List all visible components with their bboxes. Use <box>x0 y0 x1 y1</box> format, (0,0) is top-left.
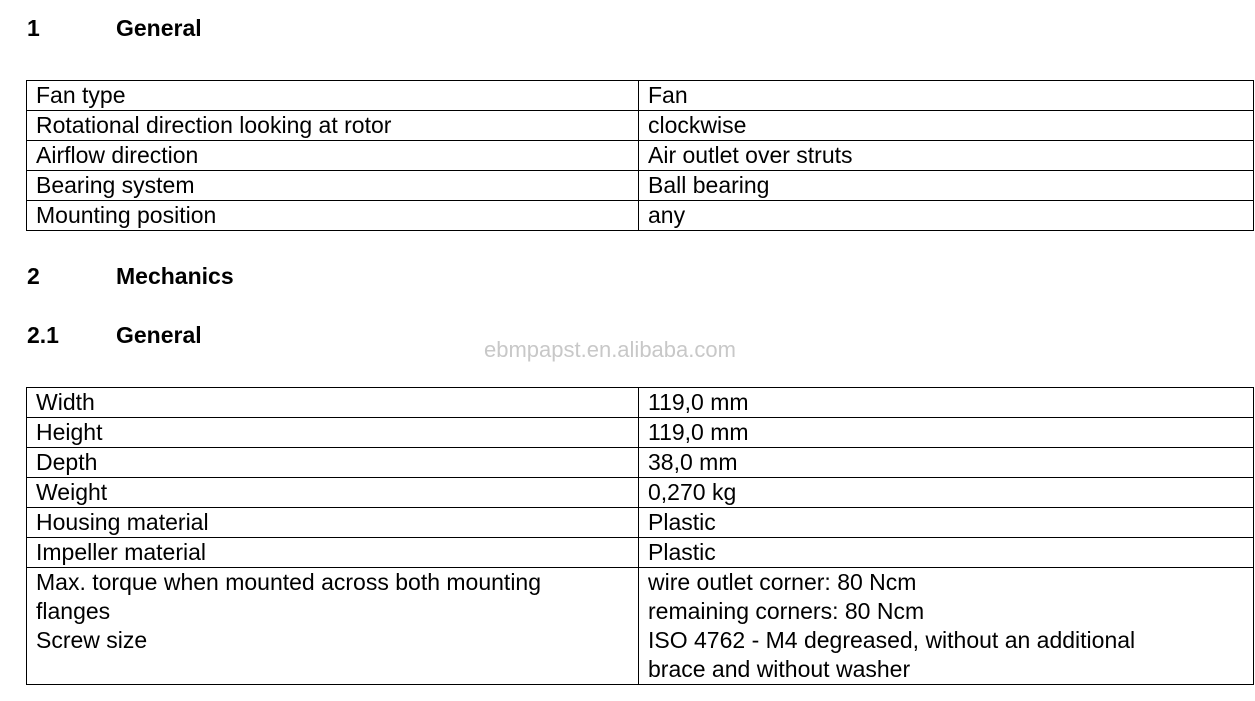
mechanics-spec-table <box>26 387 1254 685</box>
table-row <box>27 418 1254 448</box>
spec-value: Air outlet over struts <box>639 141 1254 171</box>
spec-label-line: Screw size <box>36 627 148 653</box>
spec-value: clockwise <box>639 111 1254 141</box>
spec-label: Airflow direction <box>27 141 639 171</box>
section-heading-mechanics-general <box>27 321 202 349</box>
section-number: 2 <box>27 263 40 289</box>
spec-value: 119,0 mm <box>639 418 1254 448</box>
spec-label: Weight <box>27 478 639 508</box>
table-row <box>27 508 1254 538</box>
table-row <box>27 448 1254 478</box>
spec-value-line: ISO 4762 - M4 degreased, without an additional <box>648 627 1136 653</box>
table-row <box>27 478 1254 508</box>
section-title: Mechanics <box>116 263 234 289</box>
table-row <box>27 171 1254 201</box>
spec-value-line: brace and without washer <box>648 656 911 682</box>
spec-label: Fan type <box>27 81 639 111</box>
spec-label: Height <box>27 418 639 448</box>
table-row <box>27 201 1254 231</box>
watermark: ebmpapst.en.alibaba.com <box>484 337 736 362</box>
spec-value <box>639 568 1254 685</box>
table-row <box>27 111 1254 141</box>
section-number: 1 <box>27 15 40 41</box>
spec-label-line: flanges <box>36 598 111 624</box>
spec-value: 119,0 mm <box>639 388 1254 418</box>
table-row <box>27 81 1254 111</box>
spec-value: 0,270 kg <box>639 478 1254 508</box>
section-title: General <box>116 15 202 41</box>
spec-value: any <box>639 201 1254 231</box>
spec-label <box>27 568 639 685</box>
spec-label: Rotational direction looking at rotor <box>27 111 639 141</box>
table-row <box>27 568 1254 685</box>
section-title: General <box>116 322 202 348</box>
section-number: 2.1 <box>27 322 59 348</box>
spec-value-line: remaining corners: 80 Ncm <box>648 598 925 624</box>
spec-value: Ball bearing <box>639 171 1254 201</box>
spec-label: Impeller material <box>27 538 639 568</box>
spec-label: Depth <box>27 448 639 478</box>
spec-label: Width <box>27 388 639 418</box>
spec-label: Housing material <box>27 508 639 538</box>
spec-label: Mounting position <box>27 201 639 231</box>
section-heading-general <box>27 14 202 42</box>
table-row <box>27 141 1254 171</box>
table-row <box>27 538 1254 568</box>
spec-value-line: wire outlet corner: 80 Ncm <box>648 569 917 595</box>
spec-value: Plastic <box>639 538 1254 568</box>
section-heading-mechanics <box>27 262 234 290</box>
table-row <box>27 388 1254 418</box>
spec-value: Fan <box>639 81 1254 111</box>
spec-label: Bearing system <box>27 171 639 201</box>
spec-value: 38,0 mm <box>639 448 1254 478</box>
general-spec-table <box>26 80 1254 231</box>
spec-value: Plastic <box>639 508 1254 538</box>
spec-label-line: Max. torque when mounted across both mounting <box>36 569 542 595</box>
